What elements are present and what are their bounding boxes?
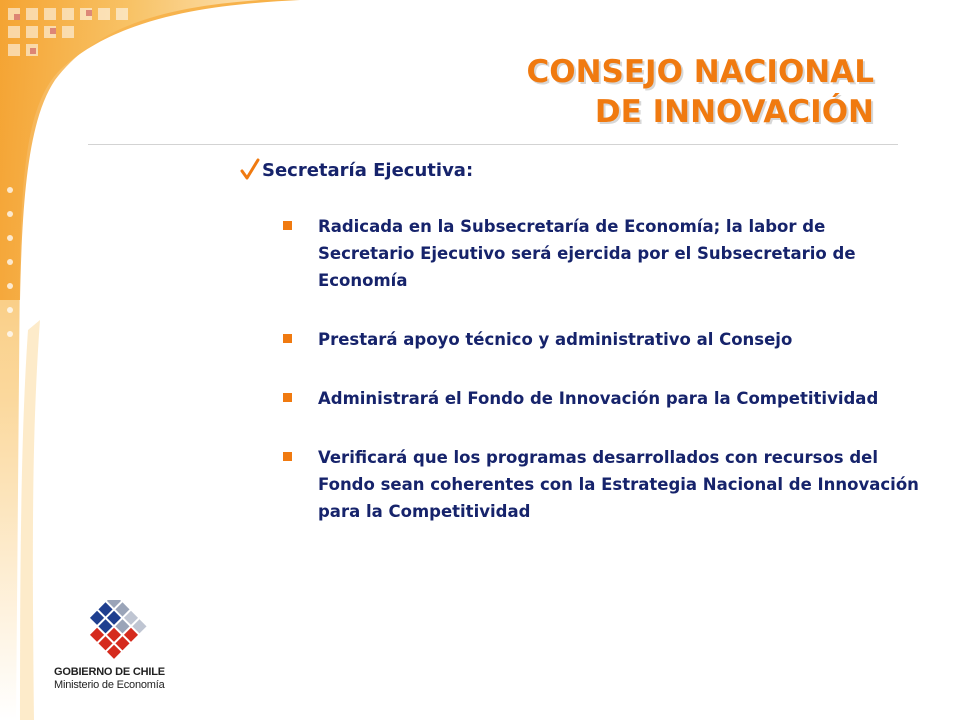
bullet-item [282,213,922,294]
bullet-text: Radicada en la Subsecretaría de Economía; la labor de Secretario Ejecutivo será ejercida por el Subsecretario de Economía [318,217,856,290]
slide-title [527,52,875,132]
title-line-1: CONSEJO NACIONAL [526,54,874,90]
bullet-item [282,444,922,525]
bullet-list [282,213,922,557]
bullet-text: Verificará que los programas desarrollados con recursos del Fondo sean coherentes con la Estrategia Nacional de Innovación para la Competitividad [318,448,919,521]
bullet-text: Administrará el Fondo de Innovación para la Competitividad [318,389,879,408]
chile-government-logo-icon [78,600,150,664]
bullet-text: Prestará apoyo técnico y administrativo al Consejo [318,330,793,349]
checkmark-icon [240,158,260,182]
section-heading [240,150,473,190]
square-bullet-icon [283,334,292,343]
square-bullet-icon [283,221,292,230]
government-logo [44,598,184,698]
square-bullet-icon [283,393,292,402]
section-heading-text: Secretaría Ejecutiva: [262,159,474,181]
title-line-2: DE INNOVACIÓN [594,94,874,130]
square-bullet-icon [283,452,292,461]
bullet-item [282,385,922,412]
logo-text-line-2: Ministerio de Economía [54,679,165,691]
title-divider [88,144,898,145]
bullet-item [282,326,922,353]
logo-text-line-1: GOBIERNO DE CHILE [54,666,165,678]
